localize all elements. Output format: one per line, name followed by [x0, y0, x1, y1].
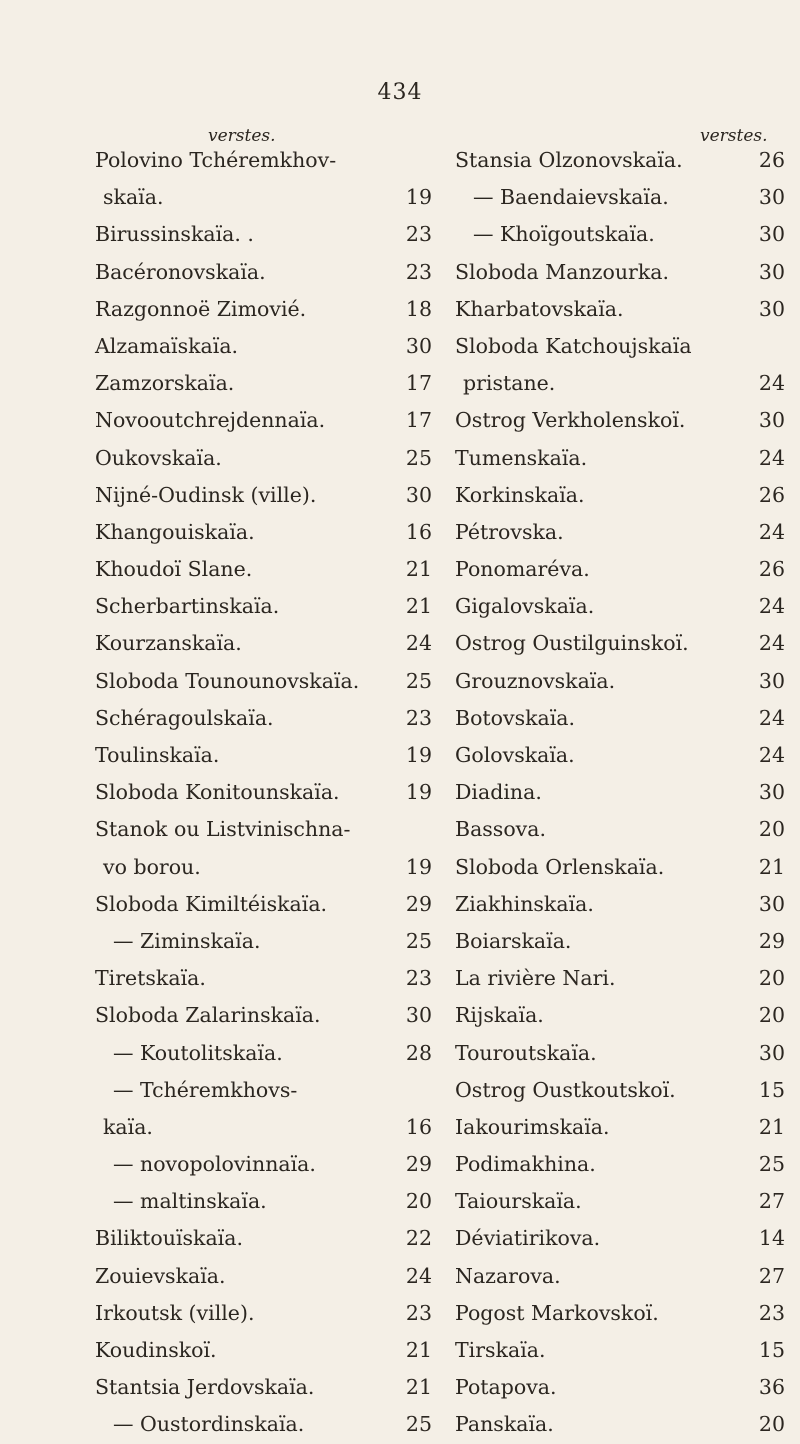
place-name: Biliktouïskaïa. — [95, 1226, 243, 1251]
place-name: Sloboda Kimiltéiskaïa. — [95, 891, 328, 916]
list-item — [95, 1332, 440, 1369]
list-item — [455, 1109, 785, 1146]
distance-value: 24 — [758, 705, 785, 730]
distance-value: 29 — [405, 1152, 432, 1177]
place-name: Scherbartinskaïa. — [95, 594, 280, 619]
list-item — [455, 179, 785, 216]
distance-value: 24 — [758, 371, 785, 396]
place-name: Stantsia Jerdovskaïa. — [95, 1375, 315, 1400]
distance-value: 21 — [405, 594, 432, 619]
place-name: — Koutolitskaïa. — [113, 1040, 283, 1065]
list-item — [455, 700, 785, 737]
distance-value: 26 — [758, 148, 785, 172]
distance-value: 17 — [405, 408, 432, 433]
place-name: — Ziminskaïa. — [113, 928, 261, 953]
distance-value: 30 — [405, 333, 432, 358]
place-name: Sloboda Katchoujskaïa — [455, 333, 692, 358]
place-name: Sloboda Orlenskaïa. — [455, 854, 665, 879]
distance-value: 30 — [758, 408, 785, 433]
list-item — [95, 663, 440, 700]
place-name: — Khoïgoutskaïa. — [473, 222, 655, 247]
distance-value: 26 — [758, 482, 785, 507]
list-item — [95, 700, 440, 737]
place-name: Ziakhinskaïa. — [455, 891, 594, 916]
distance-value: 25 — [405, 445, 432, 470]
distance-value: 20 — [758, 966, 785, 991]
distance-value: 19 — [405, 780, 432, 805]
distance-value: 19 — [405, 854, 432, 879]
place-name: Oukovskaïa. — [95, 445, 222, 470]
place-name: Pétrovska. — [455, 519, 564, 544]
list-item — [455, 1220, 785, 1257]
list-item — [95, 477, 440, 514]
place-name: Schéragoulskaïa. — [95, 705, 274, 730]
list-item — [455, 588, 785, 625]
place-name: Touroutskaïa. — [455, 1040, 597, 1065]
place-name: Stanok ou Listvinischna- — [95, 817, 351, 842]
distance-value: 24 — [758, 519, 785, 544]
distance-value: 24 — [758, 631, 785, 656]
list-item — [95, 774, 440, 811]
list-item — [455, 1258, 785, 1295]
list-item — [455, 849, 785, 886]
list-item — [455, 960, 785, 997]
list-item — [95, 328, 440, 365]
list-item — [455, 477, 785, 514]
place-name: skaïa. — [103, 185, 164, 210]
list-item — [95, 1406, 440, 1443]
list-item — [455, 886, 785, 923]
place-name: Déviatirikova. — [455, 1226, 601, 1251]
distance-value: 21 — [405, 557, 432, 582]
place-name: Khangouiskaïa. — [95, 519, 255, 544]
list-item — [455, 737, 785, 774]
place-name: — Oustordinskaïa. — [113, 1412, 305, 1437]
list-item — [95, 1295, 440, 1332]
list-item — [95, 551, 440, 588]
place-name: Toulinskaïa. — [95, 743, 220, 767]
list-item — [95, 625, 440, 662]
distance-value: 21 — [758, 1114, 785, 1139]
place-name: Rijskaïa. — [455, 1003, 544, 1028]
list-item — [95, 179, 440, 216]
distance-value: 18 — [405, 296, 432, 321]
place-name: Gigalovskaïa. — [455, 594, 595, 619]
distance-value: 24 — [758, 594, 785, 619]
list-item — [95, 849, 440, 886]
place-name: Korkinskaïa. — [455, 482, 585, 507]
place-name: — novopolovinnaïa. — [113, 1152, 316, 1177]
list-item — [455, 997, 785, 1034]
place-name: Grouznovskaïa. — [455, 668, 616, 693]
distance-value: 19 — [405, 743, 432, 767]
distance-value: 25 — [405, 928, 432, 953]
place-name: Taiourskaïa. — [455, 1189, 582, 1214]
list-item — [95, 1183, 440, 1220]
place-name: vo borou. — [103, 854, 201, 879]
distance-value: 36 — [758, 1375, 785, 1400]
place-name: Podimakhina. — [455, 1152, 596, 1177]
distance-value: 26 — [758, 557, 785, 582]
place-name: Koudinskoï. — [95, 1338, 217, 1362]
place-name: Zamzorskaïa. — [95, 371, 235, 396]
place-name: — Baendaievskaïa. — [473, 185, 669, 210]
list-item — [95, 1109, 440, 1146]
list-item — [455, 365, 785, 402]
distance-value: 20 — [405, 1189, 432, 1214]
list-item — [455, 328, 785, 365]
list-item — [95, 997, 440, 1034]
list-item — [455, 811, 785, 848]
left-unit-heading: verstes. — [208, 126, 276, 146]
list-item — [455, 216, 785, 253]
place-name: Sloboda Tounounovskaïa. — [95, 668, 360, 693]
distance-value: 24 — [405, 1263, 432, 1288]
place-name: Irkoutsk (ville). — [95, 1300, 255, 1325]
right-column — [455, 142, 785, 1444]
distance-value: 14 — [758, 1226, 785, 1251]
place-name: Ostrog Oustkoutskoï. — [455, 1077, 676, 1102]
distance-value: 19 — [405, 185, 432, 210]
place-name: Potapova. — [455, 1375, 557, 1400]
distance-value: 30 — [758, 780, 785, 805]
place-name: pristane. — [463, 371, 556, 396]
place-name: Pogost Markovskoï. — [455, 1300, 659, 1325]
distance-value: 23 — [405, 1300, 432, 1325]
list-item — [455, 440, 785, 477]
list-item — [455, 402, 785, 439]
distance-value: 30 — [405, 482, 432, 507]
distance-value: 23 — [405, 222, 432, 247]
list-item — [455, 142, 785, 179]
list-item — [95, 886, 440, 923]
distance-value: 24 — [758, 445, 785, 470]
place-name: Nazarova. — [455, 1263, 561, 1288]
distance-value: 30 — [758, 185, 785, 210]
place-name: Tirskaïa. — [455, 1338, 546, 1362]
list-item — [95, 1072, 440, 1109]
page-number: 434 — [377, 80, 423, 105]
place-name: Bassova. — [455, 817, 546, 842]
list-item — [455, 291, 785, 328]
distance-value: 28 — [405, 1040, 432, 1065]
list-item — [95, 923, 440, 960]
distance-value: 15 — [758, 1077, 785, 1102]
list-item — [455, 551, 785, 588]
right-unit-heading: verstes. — [700, 126, 768, 146]
distance-value: 30 — [405, 1003, 432, 1028]
list-item — [455, 1295, 785, 1332]
place-name: Khoudoï Slane. — [95, 557, 253, 582]
distance-value: 27 — [758, 1263, 785, 1288]
place-name: Boiarskaïa. — [455, 928, 572, 953]
list-item — [95, 1369, 440, 1406]
distance-value: 23 — [405, 259, 432, 284]
place-name: Ostrog Verkholenskoï. — [455, 408, 686, 433]
place-name: Stansia Olzonovskaïa. — [455, 148, 683, 172]
distance-value: 25 — [405, 668, 432, 693]
place-name: Diadina. — [455, 780, 542, 805]
list-item — [95, 365, 440, 402]
distance-value: 20 — [758, 1003, 785, 1028]
distance-value: 16 — [405, 519, 432, 544]
list-item — [455, 1146, 785, 1183]
distance-value: 25 — [405, 1412, 432, 1437]
list-item — [95, 142, 440, 179]
list-item — [455, 774, 785, 811]
distance-value: 21 — [758, 854, 785, 879]
place-name: Kourzanskaïa. — [95, 631, 242, 656]
place-name: Sloboda Zalarinskaïa. — [95, 1003, 321, 1028]
place-name: La rivière Nari. — [455, 966, 616, 991]
list-item — [95, 1220, 440, 1257]
list-item — [455, 1072, 785, 1109]
distance-value: 29 — [758, 928, 785, 953]
list-item — [95, 960, 440, 997]
place-name: Ponomaréva. — [455, 557, 590, 582]
list-item — [95, 216, 440, 253]
distance-value: 27 — [758, 1189, 785, 1214]
place-name: Sloboda Manzourka. — [455, 259, 669, 284]
place-name: Panskaïa. — [455, 1412, 554, 1437]
list-item — [455, 1332, 785, 1369]
list-item — [95, 402, 440, 439]
distance-value: 29 — [405, 891, 432, 916]
place-name: Polovino Tchéremkhov- — [95, 148, 337, 172]
distance-value: 21 — [405, 1338, 432, 1362]
place-name: Novooutchrejdennaïa. — [95, 408, 326, 433]
distance-value: 30 — [758, 1040, 785, 1065]
distance-value: 23 — [405, 966, 432, 991]
distance-value: 15 — [758, 1338, 785, 1362]
distance-value: 23 — [405, 705, 432, 730]
place-name: Kharbatovskaïa. — [455, 296, 624, 321]
place-name: Golovskaïa. — [455, 743, 575, 767]
list-item — [95, 1258, 440, 1295]
list-item — [95, 291, 440, 328]
distance-value: 23 — [758, 1300, 785, 1325]
list-item — [455, 1369, 785, 1406]
place-name: Alzamaïskaïa. — [95, 333, 239, 358]
place-name: Birussinskaïa. . — [95, 222, 254, 247]
place-name: Ostrog Oustilguinskoï. — [455, 631, 689, 656]
distance-value: 30 — [758, 259, 785, 284]
list-item — [455, 1406, 785, 1443]
distance-value: 30 — [758, 222, 785, 247]
left-column — [95, 142, 440, 1444]
list-item — [455, 514, 785, 551]
place-name: Sloboda Konitounskaïa. — [95, 780, 340, 805]
place-name: Zouievskaïa. — [95, 1263, 226, 1288]
list-item — [95, 514, 440, 551]
distance-value: 24 — [405, 631, 432, 656]
list-item — [95, 1035, 440, 1072]
place-name: Tiretskaïa. — [95, 966, 206, 991]
place-name: Botovskaïa. — [455, 705, 576, 730]
place-name: Bacéronovskaïa. — [95, 259, 266, 284]
list-item — [95, 588, 440, 625]
place-name: Razgonnoë Zimovié. — [95, 296, 307, 321]
distance-value: 22 — [405, 1226, 432, 1251]
distance-value: 30 — [758, 296, 785, 321]
list-item — [95, 440, 440, 477]
distance-value: 24 — [758, 743, 785, 767]
list-item — [455, 663, 785, 700]
distance-value: 21 — [405, 1375, 432, 1400]
place-name: — Tchéremkhovs- — [113, 1077, 298, 1102]
list-item — [95, 254, 440, 291]
place-name: Iakourimskaïa. — [455, 1114, 610, 1139]
list-item — [455, 1183, 785, 1220]
distance-value: 30 — [758, 668, 785, 693]
list-item — [95, 1146, 440, 1183]
list-item — [455, 923, 785, 960]
distance-value: 25 — [758, 1152, 785, 1177]
list-item — [95, 737, 440, 774]
distance-value: 16 — [405, 1114, 432, 1139]
list-item — [455, 625, 785, 662]
place-name: Nijné-Oudinsk (ville). — [95, 482, 317, 507]
place-name: Tumenskaïa. — [455, 445, 588, 470]
list-item — [95, 811, 440, 848]
list-item — [455, 254, 785, 291]
place-name: — maltinskaïa. — [113, 1189, 267, 1214]
list-item — [455, 1035, 785, 1072]
distance-value: 17 — [405, 371, 432, 396]
place-name: kaïa. — [103, 1114, 153, 1139]
distance-value: 20 — [758, 1412, 785, 1437]
distance-value: 20 — [758, 817, 785, 842]
distance-value: 30 — [758, 891, 785, 916]
